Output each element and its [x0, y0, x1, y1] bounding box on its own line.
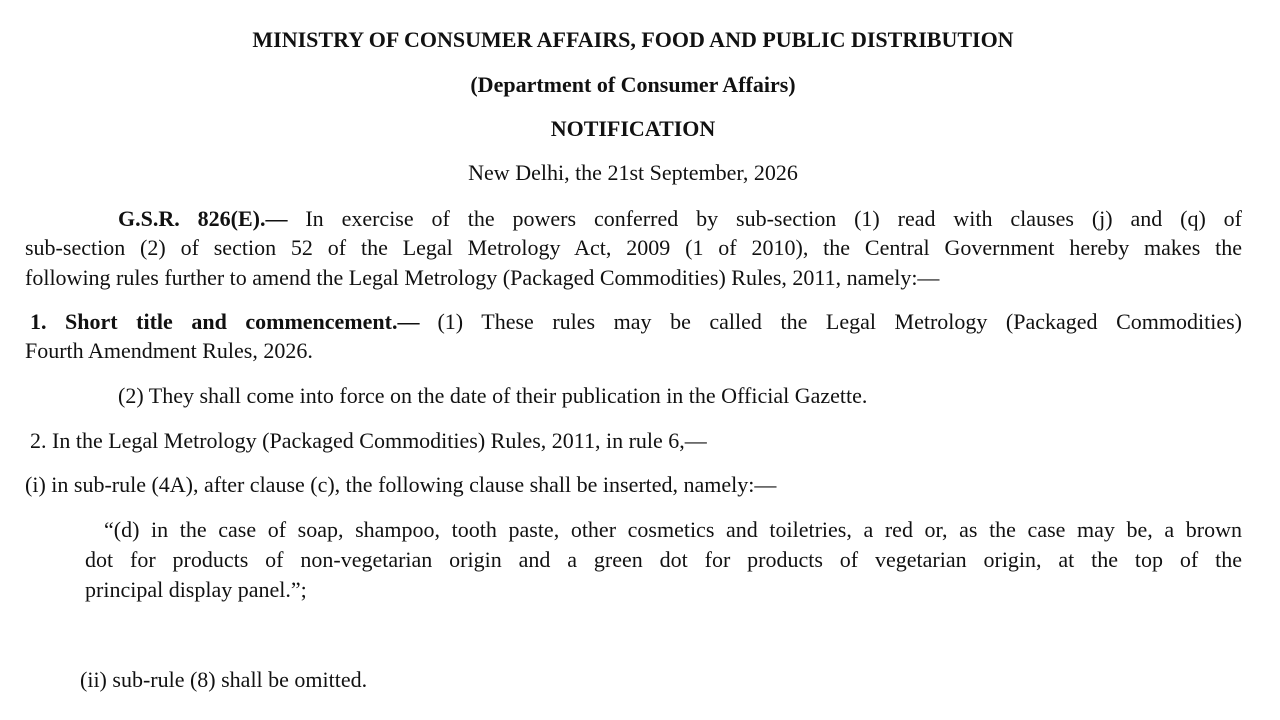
notification-heading: NOTIFICATION	[550, 116, 716, 141]
preamble-line-3: following rules further to amend the Legal Metrology (Packaged Commodities) Rules, 2011, namely:—	[25, 265, 940, 290]
rule-1-line-2: Fourth Amendment Rules, 2026.	[25, 338, 313, 363]
quote-line-1-text: “(d) in the case of soap, shampoo, tooth paste, other cosmetics and toiletries, a red or, as the case may be, a brown	[104, 517, 1242, 542]
rule-2-intro: 2. In the Legal Metrology (Packaged Commodities) Rules, 2011, in rule 6,—	[30, 428, 707, 453]
preamble-line-1	[118, 204, 1242, 234]
quote-line-3: principal display panel.”;	[85, 577, 307, 602]
rule-2-clause-ii: (ii) sub-rule (8) shall be omitted.	[80, 667, 368, 692]
rule-1-line-1	[30, 307, 1242, 337]
gsr-number: G.S.R. 826(E).—	[118, 206, 288, 231]
rule-1-sub-2: (2) They shall come into force on the date of their publication in the Official Gazette.	[118, 383, 868, 408]
ministry-title: MINISTRY OF CONSUMER AFFAIRS, FOOD AND PUBLIC DISTRIBUTION	[252, 27, 1014, 52]
preamble-line-1-text: In exercise of the powers conferred by sub-section (1) read with clauses (j) and (q) of	[287, 206, 1243, 231]
preamble-line-2: sub-section (2) of section 52 of the Legal Metrology Act, 2009 (1 of 2010), the Central Government hereby makes the	[25, 235, 1242, 260]
rule-1-heading: 1. Short title and commencement.—	[30, 309, 420, 334]
department-subtitle: (Department of Consumer Affairs)	[470, 72, 796, 97]
rule-1-line-1-text: (1) These rules may be called the Legal Metrology (Packaged Commodities)	[437, 309, 1242, 334]
rule-2-clause-i: (i) in sub-rule (4A), after clause (c), the following clause shall be inserted, namely:—	[25, 472, 777, 497]
quote-line-2: dot for products of non-vegetarian origin and a green dot for products of vegetarian origin, at the top of the	[85, 547, 1242, 572]
quote-line-1	[88, 515, 1242, 545]
place-date: New Delhi, the 21st September, 2026	[468, 160, 798, 185]
